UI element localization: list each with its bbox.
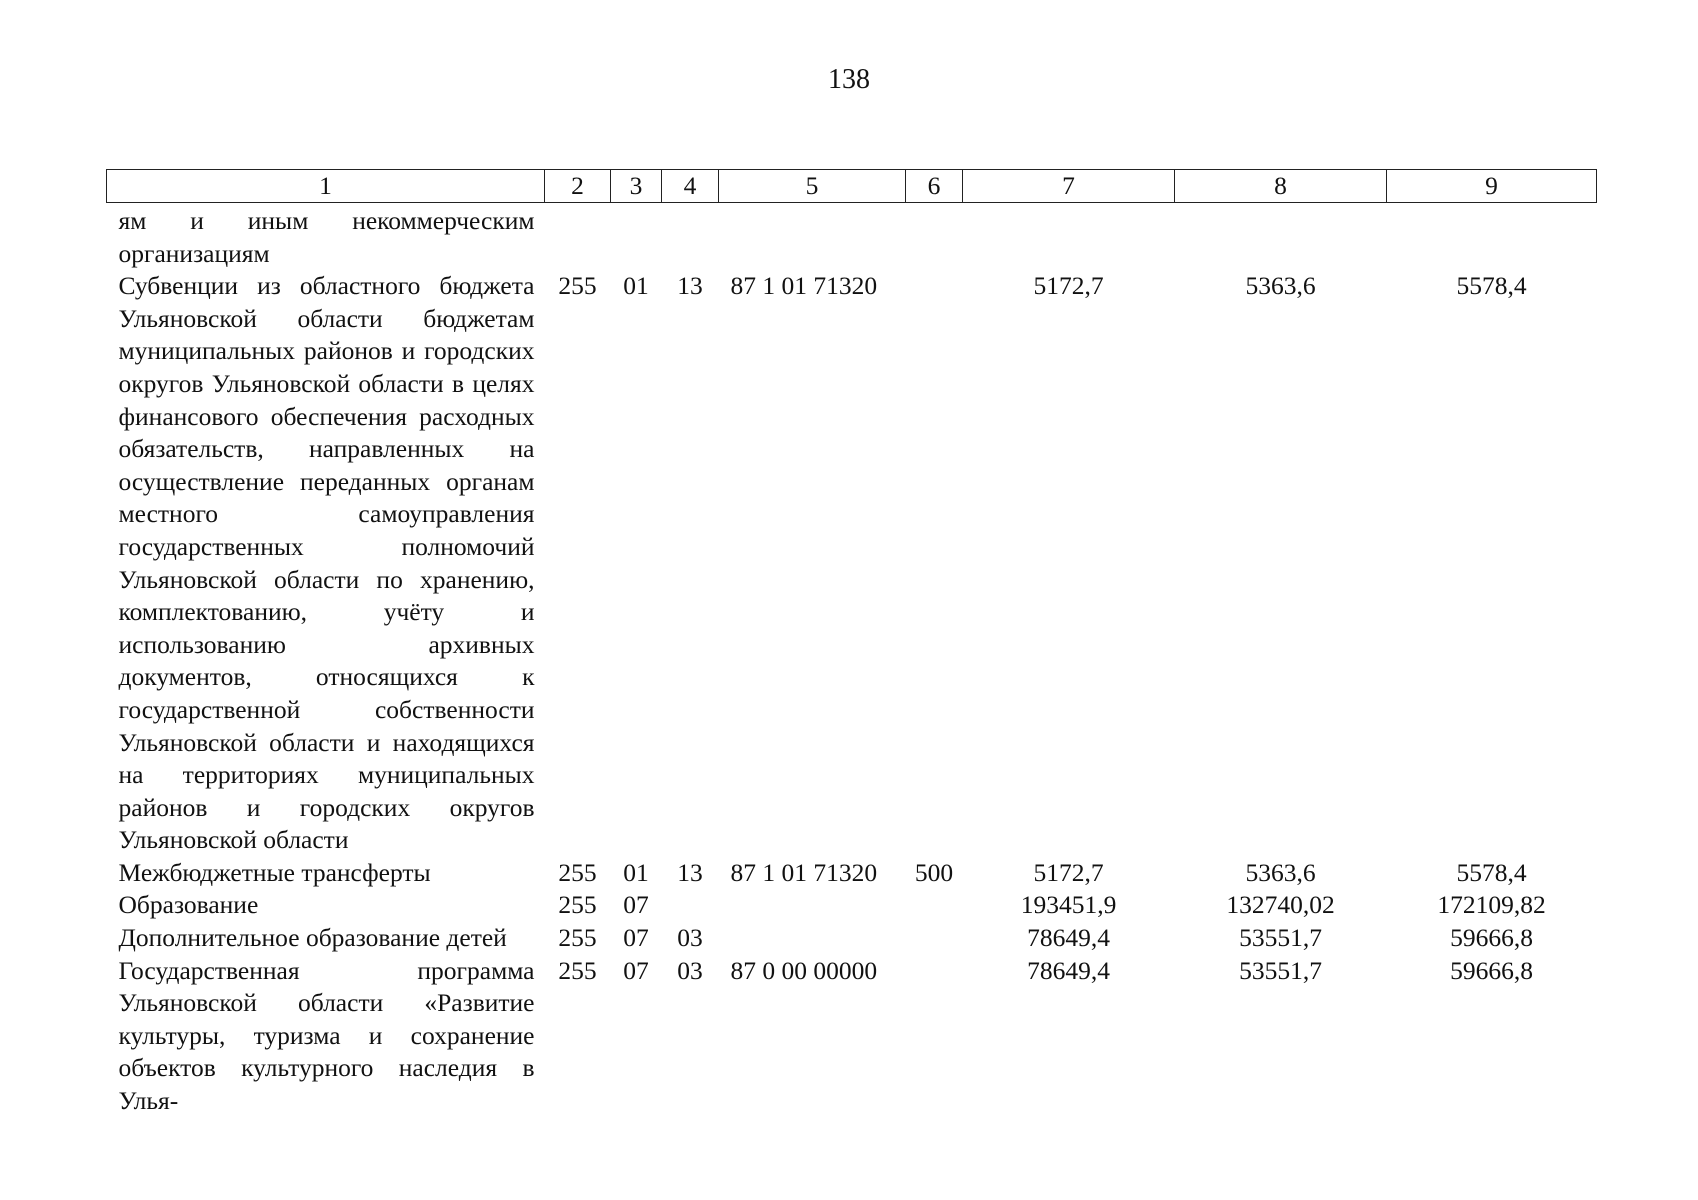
- column-header: 9: [1387, 170, 1597, 203]
- amount-col7: 5172,7: [1033, 857, 1104, 887]
- expense-type-code: [906, 203, 963, 271]
- section-code: 07: [623, 955, 649, 985]
- row-name: Образование: [118, 890, 259, 920]
- amount-col9: 5578,4: [1456, 271, 1527, 301]
- row-name: Государственная программа Ульяновской области «Развитие культуры, туризма и сохранение объектов культурного наследия в Улья-: [118, 955, 535, 1116]
- amount-col7: 5172,7: [1033, 271, 1104, 301]
- target-article-code: 87 1 01 71320: [730, 857, 878, 887]
- subsection-code: 13: [677, 857, 703, 887]
- table-row: [107, 922, 1597, 955]
- amount-col7: 193451,9: [1020, 890, 1117, 920]
- target-article-code: [719, 203, 906, 271]
- budget-table: [106, 169, 1597, 1118]
- target-article-code: [719, 889, 906, 922]
- expense-type-code: [906, 955, 963, 1118]
- expense-type-code: [906, 270, 963, 857]
- column-number-row: [107, 170, 1597, 203]
- grbs-code: 255: [558, 955, 597, 985]
- grbs-code: 255: [558, 923, 597, 953]
- target-article-code: 87 0 00 00000: [730, 955, 878, 985]
- column-header: 1: [107, 170, 545, 203]
- grbs-code: 255: [558, 271, 597, 301]
- amount-col8: 5363,6: [1245, 857, 1316, 887]
- section-code: 07: [623, 890, 649, 920]
- table-row: [107, 857, 1597, 890]
- amount-col8: 132740,02: [1226, 890, 1335, 920]
- target-article-code: 87 1 01 71320: [730, 271, 878, 301]
- amount-col9: 59666,8: [1450, 923, 1533, 953]
- page-number: 138: [828, 64, 870, 95]
- amount-col8: [1175, 203, 1387, 271]
- amount-col9: [1387, 203, 1597, 271]
- amount-col9: 5578,4: [1456, 857, 1527, 887]
- table-row: [107, 955, 1597, 1118]
- column-header: 4: [662, 170, 719, 203]
- amount-col7: [963, 203, 1175, 271]
- table-row: [107, 889, 1597, 922]
- amount-col9: 172109,82: [1437, 890, 1546, 920]
- subsection-code: [662, 203, 719, 271]
- subsection-code: 03: [677, 955, 703, 985]
- section-code: [611, 203, 662, 271]
- amount-col8: 5363,6: [1245, 271, 1316, 301]
- subsection-code: [662, 889, 719, 922]
- section-code: 01: [623, 271, 649, 301]
- amount-col7: 78649,4: [1027, 955, 1110, 985]
- column-header: 8: [1175, 170, 1387, 203]
- row-name: Субвенции из областного бюджета Ульяновской области бюджетам муниципальных районов и городских округов Ульяновской области в целях финансового обеспечения расходных обязательств, направленных на осуществление переданных органам местного самоуправления государственных полномочий Ульяновской области по хранению, комплектованию, учёту и использованию архивных документов, относящихся к государственной собственности Ульяновской области и находящихся на территориях муниципальных районов и городских округов Ульяновской области: [118, 271, 535, 855]
- grbs-code: 255: [558, 857, 597, 887]
- row-name: Межбюджетные трансферты: [118, 857, 431, 887]
- column-header: 2: [545, 170, 611, 203]
- expense-type-code: [906, 889, 963, 922]
- column-header: 3: [611, 170, 662, 203]
- expense-type-code: [906, 922, 963, 955]
- expense-type-code: 500: [914, 857, 954, 887]
- amount-col8: 53551,7: [1239, 923, 1322, 953]
- column-header: 5: [719, 170, 906, 203]
- amount-col9: 59666,8: [1450, 955, 1533, 985]
- column-header: 6: [906, 170, 963, 203]
- grbs-code: [545, 203, 611, 271]
- row-name: ям и иным некоммерческим организациям: [118, 206, 535, 268]
- section-code: 07: [623, 923, 649, 953]
- subsection-code: 13: [677, 271, 703, 301]
- target-article-code: [719, 922, 906, 955]
- amount-col8: 53551,7: [1239, 955, 1322, 985]
- row-name: Дополнительное образование детей: [118, 923, 507, 953]
- grbs-code: 255: [558, 890, 597, 920]
- column-header: 7: [963, 170, 1175, 203]
- table-row: [107, 270, 1597, 857]
- amount-col7: 78649,4: [1027, 923, 1110, 953]
- table-row: [107, 203, 1597, 271]
- subsection-code: 03: [677, 923, 703, 953]
- section-code: 01: [623, 857, 649, 887]
